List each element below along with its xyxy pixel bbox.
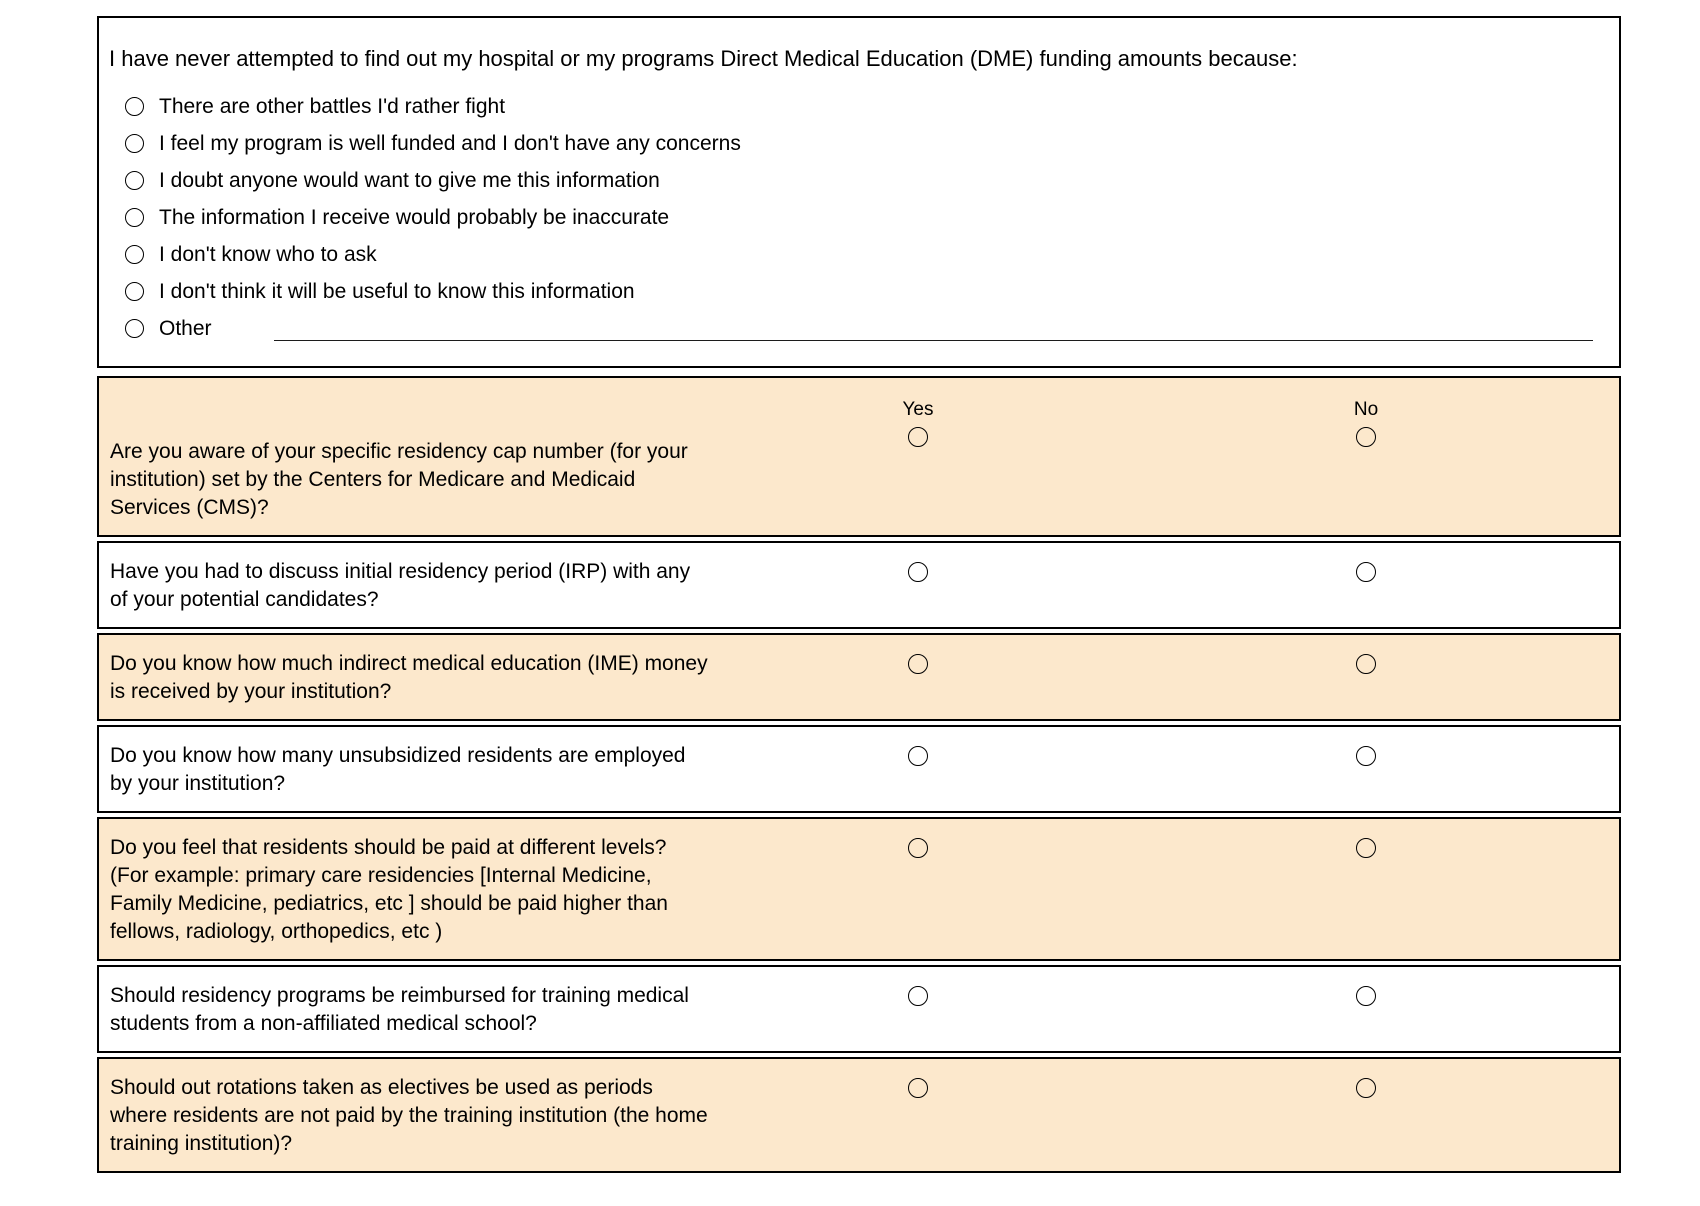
no-radio[interactable] [1356,986,1376,1006]
option-label: I feel my program is well funded and I don't have any concerns [159,131,741,155]
radio-circle-icon[interactable] [908,1078,928,1098]
yes-radio[interactable] [908,427,928,447]
option-radio-icon[interactable] [125,208,144,227]
survey-grid-row [97,817,1621,961]
radio-option[interactable] [125,310,1603,347]
radio-circle-icon[interactable] [1356,562,1376,582]
radio-circle-icon[interactable] [908,562,928,582]
radio-circle-icon[interactable] [1356,654,1376,674]
option-label: The information I receive would probably be inaccurate [159,205,670,229]
other-write-in-line[interactable] [274,339,1593,341]
yes-radio[interactable] [908,1078,928,1098]
radio-option[interactable] [125,125,1603,162]
radio-circle-icon[interactable] [1356,746,1376,766]
option-list [109,88,1603,347]
no-radio[interactable] [1356,746,1376,766]
radio-circle-icon[interactable] [908,838,928,858]
grid-row-question: Do you know how much indirect medical education (IME) money is received by your institution? [110,652,708,703]
survey-grid-row [97,725,1621,813]
grid-row-question: Should residency programs be reimbursed for training medical students from a non-affiliated medical school? [110,984,689,1035]
no-radio[interactable] [1356,838,1376,858]
option-radio-icon[interactable] [125,97,144,116]
no-radio[interactable] [1356,562,1376,582]
option-label: Other [159,316,212,340]
radio-option[interactable] [125,199,1603,236]
survey-grid-row [97,376,1621,537]
radio-circle-icon[interactable] [1356,1078,1376,1098]
grid-row-question: Do you feel that residents should be paid at different levels? (For example: primary care residencies [Internal Medicine, Family Medicine, pediatrics, etc ] should be paid higher than fellows, radiology, orthopedics, etc ) [110,836,668,943]
no-radio[interactable] [1356,654,1376,674]
option-radio-icon[interactable] [125,319,144,338]
column-header-no: No [1353,399,1379,420]
no-radio[interactable] [1356,427,1376,447]
radio-circle-icon[interactable] [908,654,928,674]
option-radio-icon[interactable] [125,171,144,190]
column-header-yes: Yes [902,399,934,420]
dme-funding-question-box [97,16,1621,368]
survey-grid-row [97,633,1621,721]
radio-circle-icon[interactable] [908,986,928,1006]
radio-circle-icon[interactable] [1356,427,1376,447]
radio-option[interactable] [125,88,1603,125]
grid-row-question: Are you aware of your specific residency cap number (for your institution) set by the Centers for Medicare and Medicaid Services (CMS)? [110,440,688,519]
grid-row-question: Do you know how many unsubsidized residents are employed by your institution? [110,744,686,795]
option-label: I don't think it will be useful to know this information [159,279,635,303]
yes-radio[interactable] [908,746,928,766]
grid-row-question: Have you had to discuss initial residency period (IRP) with any of your potential candidates? [110,560,691,611]
yes-radio[interactable] [908,654,928,674]
option-radio-icon[interactable] [125,245,144,264]
option-label: I doubt anyone would want to give me this information [159,168,660,192]
option-label: I don't know who to ask [159,242,377,266]
grid-row-question: Should out rotations taken as electives be used as periods where residents are not paid by the training institution (the home training institution)? [110,1076,708,1155]
radio-circle-icon[interactable] [908,427,928,447]
question-title: I have never attempted to find out my hospital or my programs Direct Medical Education (DME) funding amounts because: [109,46,1298,71]
yes-radio[interactable] [908,986,928,1006]
radio-option[interactable] [125,162,1603,199]
radio-option[interactable] [125,273,1603,310]
radio-circle-icon[interactable] [1356,838,1376,858]
radio-circle-icon[interactable] [908,746,928,766]
survey-grid-row [97,1057,1621,1173]
survey-grid-row [97,965,1621,1053]
survey-grid [97,376,1700,1173]
yes-radio[interactable] [908,838,928,858]
yes-radio[interactable] [908,562,928,582]
option-radio-icon[interactable] [125,134,144,153]
option-label: There are other battles I'd rather fight [159,94,506,118]
radio-option[interactable] [125,236,1603,273]
option-radio-icon[interactable] [125,282,144,301]
survey-grid-row [97,541,1621,629]
radio-circle-icon[interactable] [1356,986,1376,1006]
no-radio[interactable] [1356,1078,1376,1098]
